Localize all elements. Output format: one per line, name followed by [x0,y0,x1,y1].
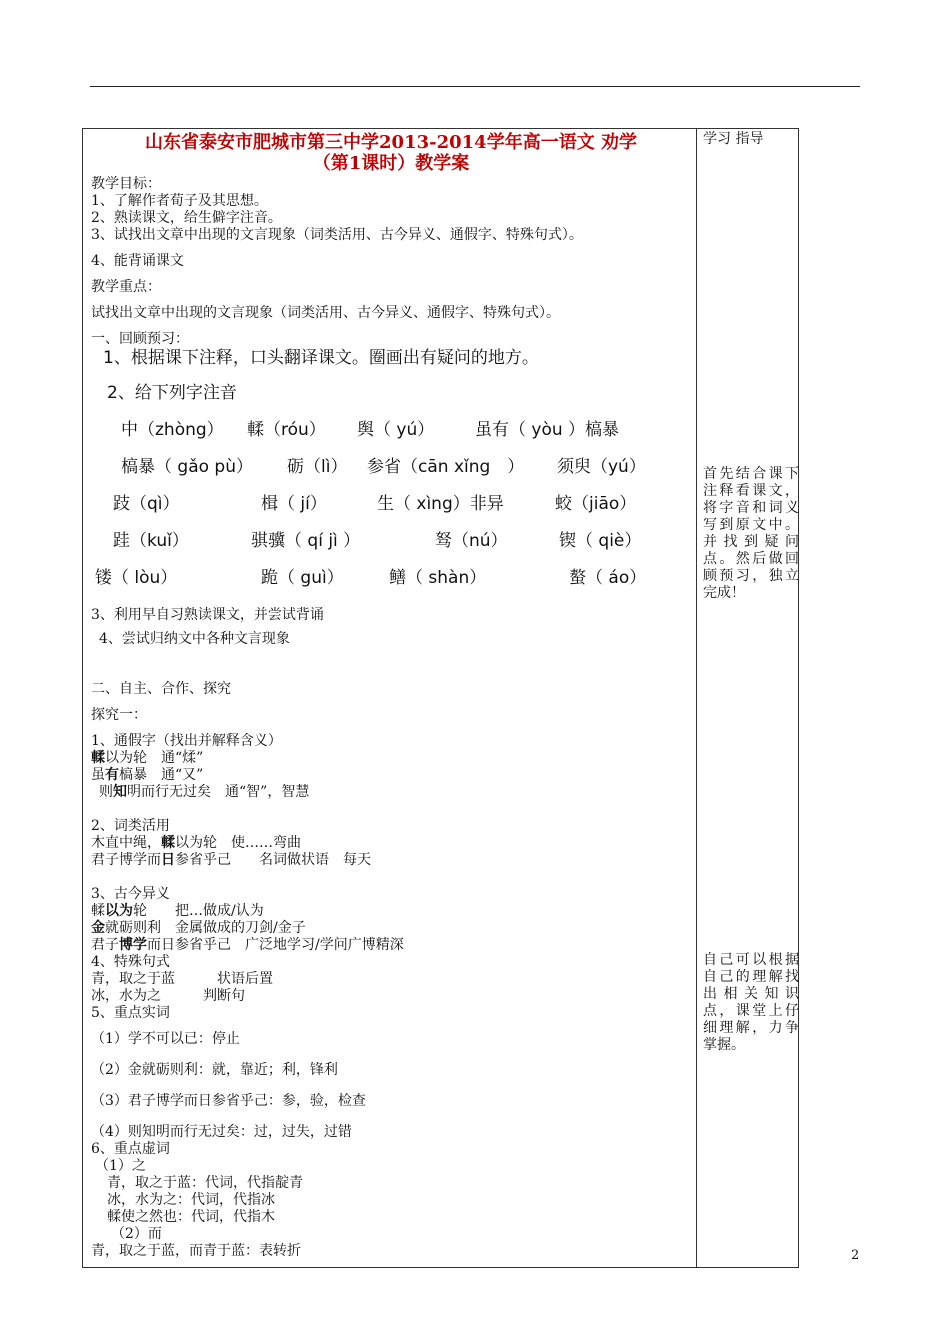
goal-item: 1、了解作者荀子及其思想。 [91,193,268,209]
pinyin-row [91,570,691,607]
gujin-item [91,937,691,954]
goal-item: 3、试找出文章中出现的文言现象（词类活用、古今异义、通假字、特殊句式）。 [91,227,583,243]
pinyin-cell: 楫（ jí） [261,494,327,514]
side-note-2: 自己可以根据自己的理解找出相关知识点，课堂上仔细理解，力争掌握。 [703,952,799,1053]
explore-sub: 探究一： [91,707,147,723]
pinyin-cell: 輮（róu） [247,420,326,440]
pinyin-cell: 参省（cān xǐng ） [367,457,525,477]
teshu-block [91,954,691,1005]
shici-item: （1）学不可以已：停止 [91,1031,240,1047]
xuci-item: 輮使之然也：代词，代指木 [107,1209,275,1225]
gujin-item [91,920,691,937]
pinyin-table [91,422,691,607]
key-text: 试找出文章中出现的文言现象（词类活用、古今异义、通假字、特殊句式）。 [91,305,560,321]
pinyin-cell: 镂（ lòu） [95,568,178,588]
pinyin-cell: 驽（nú） [435,531,508,551]
item-text: 就砺则利 金属做成的刀剑/金子 [105,920,306,936]
pinyin-cell: 鳝（ shàn） [389,568,487,588]
xuci-item: 冰，水为之：代词，代指冰 [107,1192,275,1208]
bold-char: 知 [113,784,127,800]
review-item-2: 2、给下列字注音 [107,383,237,403]
title-line-2: （第1课时）教学案 [312,153,470,174]
xuci-heading: 6、重点虚词 [91,1141,170,1157]
huoyong-block [91,818,691,869]
tongjia-item [91,750,691,767]
shici-item: （4）则知明而行无过矣：过，过失，过错 [91,1124,352,1140]
review-item-3: 3、利用早自习熟读课文，并尝试背诵 [91,607,324,623]
pinyin-cell: 中（zhòng） [121,420,224,440]
pinyin-cell: 骐骥（ qí jì ） [251,531,361,551]
document-title [85,132,697,174]
bold-char: 日 [161,852,175,868]
tongjia-block [91,733,691,801]
gujin-block [91,886,691,954]
review-section [91,331,691,648]
review-item-1: 1、根据课下注释，口头翻译课文。圈画出有疑问的地方。 [103,348,539,368]
item-text: 以为轮 通“煣” [105,750,204,766]
item-text: 君子 [91,937,119,953]
explore-section [91,681,691,1260]
item-text: 轮 把…做成/认为 [133,903,264,919]
pinyin-row [91,496,691,533]
pinyin-cell: 跂（qì） [113,494,180,514]
goals-heading: 教学目标： [91,176,161,192]
shici-item: （2）金就砺则利：就，靠近；利，锋利 [91,1062,338,1078]
pinyin-cell: 锲（ qiè） [559,531,642,551]
xuci-item: 青，取之于蓝：代词，代指靛青 [107,1175,303,1191]
item-text: 輮 [91,903,105,919]
header-rule [90,86,860,87]
item-text: 而日参省乎己 广泛地学习/学问广博精深 [147,937,404,953]
tongjia-heading: 1、通假字（找出并解释含义） [91,733,282,749]
main-column [91,132,691,1260]
item-text: 木直中绳， [91,835,161,851]
item-text: 虽 [91,767,105,783]
key-heading: 教学重点： [91,279,161,295]
bold-char: 博学 [119,937,147,953]
review-item-4: 4、尝试归纳文中各种文言现象 [99,631,290,647]
xuci-item: 青，取之于蓝，而青于蓝：表转折 [91,1243,301,1259]
item-text: 明而行无过矣 通“智”，智慧 [127,784,310,800]
tongjia-item [99,784,691,801]
item-text: 参省乎己 名词做状语 每天 [175,852,371,868]
teshu-heading: 4、特殊句式 [91,954,170,970]
gujin-item [91,903,691,920]
teaching-goals [91,176,691,270]
shici-block [91,1005,691,1141]
pinyin-cell: 蛟（jiāo） [555,494,637,514]
pinyin-cell: 生（ xìng）非异 [377,494,504,514]
explore-heading: 二、自主、合作、探究 [91,681,231,697]
item-text: 则 [99,784,113,800]
column-divider [696,128,697,1268]
shici-item: （3）君子博学而日参省乎己：参，验，检查 [91,1093,366,1109]
xuci-block [91,1141,691,1260]
goal-item: 2、熟读课文，给生僻字注音。 [91,210,282,226]
shici-heading: 5、重点实词 [91,1005,170,1021]
huoyong-heading: 2、词类活用 [91,818,170,834]
teshu-item: 青，取之于蓝 状语后置 [91,971,273,987]
xuci-sub: （2）而 [111,1226,162,1242]
bold-char: 輮 [161,835,175,851]
side-note-1: 首先结合课下注释看课文，将字音和词义写到原文中。并找到疑问点。然后做回顾预习，独立完成！ [703,466,799,601]
pinyin-row [91,533,691,570]
item-text: 槁暴 通“又” [119,767,204,783]
tongjia-item [91,767,691,784]
teshu-item: 冰，水为之 判断句 [91,988,245,1004]
pinyin-row [91,459,691,496]
huoyong-item [91,835,691,852]
pinyin-cell: 舆（ yú） [357,420,435,440]
review-heading: 一、回顾预习： [91,331,189,347]
bold-char: 以为 [105,903,133,919]
item-text: 君子博学而 [91,852,161,868]
title-line-1: 山东省泰安市肥城市第三中学2013-2014学年高一语文 劝学 [145,132,637,153]
bold-char: 輮 [91,750,105,766]
gujin-heading: 3、古今异义 [91,886,170,902]
pinyin-cell: 跬（kuǐ） [113,531,189,551]
bold-char: 有 [105,767,119,783]
bold-char: 金 [91,920,105,936]
pinyin-cell: 须臾（yú） [557,457,646,477]
pinyin-cell: 砺（lì） [287,457,348,477]
goal-item: 4、能背诵课文 [91,253,184,269]
side-header: 学习 指导 [703,131,764,147]
pinyin-cell: 虽有（ yòu ）槁暴 [475,420,620,440]
pinyin-cell: 槁暴（ gǎo pù） [121,457,253,477]
item-text: 以为轮 使……弯曲 [175,835,301,851]
teaching-key [91,279,691,322]
pinyin-row [91,422,691,459]
huoyong-item [91,852,691,869]
pinyin-cell: 螯（ áo） [569,568,647,588]
xuci-sub: （1）之 [95,1158,146,1174]
pinyin-cell: 跪（ guì） [261,568,344,588]
page-number: 2 [851,1248,860,1263]
